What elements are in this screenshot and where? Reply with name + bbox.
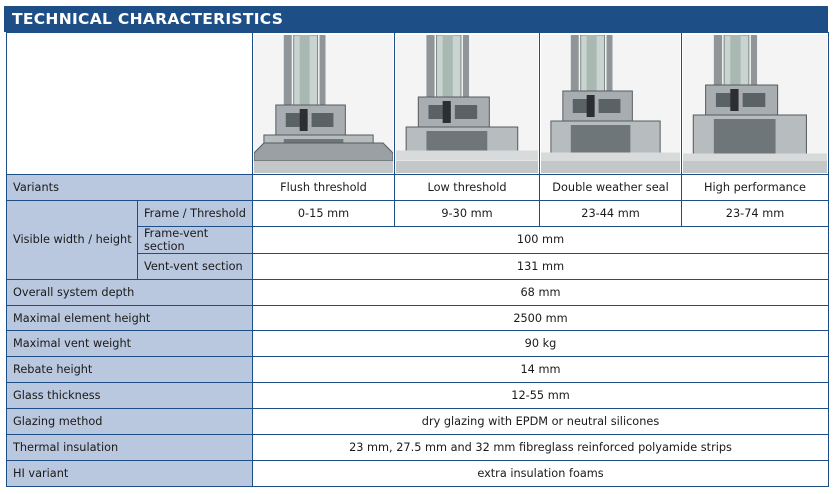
row-label: Glazing method <box>7 409 253 435</box>
image-shadow <box>254 161 393 173</box>
cell-value: 131 mm <box>253 253 829 279</box>
frame-upright <box>751 35 757 93</box>
threshold-chamber <box>426 131 487 153</box>
image-row <box>7 33 829 175</box>
thermal-strip <box>300 109 308 131</box>
frame-upright <box>607 35 613 99</box>
variant-image-cell <box>395 33 540 175</box>
image-shadow <box>683 161 827 173</box>
spec-row <box>7 305 829 331</box>
glass-pane-inner <box>587 35 597 91</box>
section-title: TECHNICAL CHARACTERISTICS <box>4 6 828 32</box>
row-label: Variants <box>7 175 253 201</box>
empty-header-cell <box>7 33 253 175</box>
glass-pane-inner <box>730 35 740 85</box>
spec-row <box>7 460 829 486</box>
variant-name: High performance <box>682 175 829 201</box>
vent-chamber <box>743 93 766 107</box>
frame-upright <box>463 35 469 105</box>
variant-image-cell <box>682 33 829 175</box>
row-sublabel: Vent-vent section <box>138 253 253 279</box>
row-label: Maximal vent weight <box>7 331 253 357</box>
cell-value: 2500 mm <box>253 305 829 331</box>
technical-characteristics-table <box>6 32 829 487</box>
thermal-strip <box>587 95 595 117</box>
cell-value: 9-30 mm <box>395 200 540 226</box>
thermal-strip <box>730 89 738 111</box>
vent-chamber <box>312 113 334 127</box>
variant-image-cell <box>253 33 395 175</box>
vent-chamber <box>455 105 477 119</box>
vent-chamber <box>599 99 621 113</box>
row-sublabel: Frame / Threshold <box>138 200 253 226</box>
variant-name: Double weather seal <box>540 175 682 201</box>
row-label: Glass thickness <box>7 383 253 409</box>
frame-threshold-row <box>7 200 829 226</box>
variant-image-cell <box>540 33 682 175</box>
double-weather-seal-profile-image <box>541 35 680 173</box>
floor-plate <box>396 151 538 161</box>
cell-value: 90 kg <box>253 331 829 357</box>
cell-value: 68 mm <box>253 279 829 305</box>
spec-row <box>7 383 829 409</box>
image-shadow <box>541 161 680 173</box>
row-label: HI variant <box>7 460 253 486</box>
cell-value: 14 mm <box>253 357 829 383</box>
image-shadow <box>396 161 538 173</box>
glass-pane-inner <box>300 35 310 105</box>
spec-row <box>7 279 829 305</box>
row-label: Maximal element height <box>7 305 253 331</box>
glass-pane-inner <box>443 35 453 97</box>
cell-value: 23-74 mm <box>682 200 829 226</box>
variant-name: Low threshold <box>395 175 540 201</box>
floor-plate <box>254 143 393 161</box>
cell-value: 23-44 mm <box>540 200 682 226</box>
variants-row <box>7 175 829 201</box>
flush-threshold-profile-image <box>254 35 393 173</box>
spec-row <box>7 435 829 461</box>
variant-name: Flush threshold <box>253 175 395 201</box>
frame-upright <box>320 35 326 113</box>
spec-row <box>7 331 829 357</box>
cell-value: 0-15 mm <box>253 200 395 226</box>
cell-value: 23 mm, 27.5 mm and 32 mm fibreglass reinforced polyamide strips <box>253 435 829 461</box>
thermal-strip <box>443 101 451 123</box>
row-label: Rebate height <box>7 357 253 383</box>
cell-value: dry glazing with EPDM or neutral silicones <box>253 409 829 435</box>
spec-row <box>7 409 829 435</box>
low-threshold-profile-image <box>396 35 538 173</box>
spec-row <box>7 357 829 383</box>
frame-upright <box>714 35 722 93</box>
frame-upright <box>426 35 434 105</box>
frame-upright <box>284 35 292 113</box>
row-group-label: Visible width / height <box>7 200 138 279</box>
cell-value: 100 mm <box>253 226 829 253</box>
high-performance-profile-image <box>683 35 827 173</box>
cell-value: extra insulation foams <box>253 460 829 486</box>
row-label: Thermal insulation <box>7 435 253 461</box>
cell-value: 12-55 mm <box>253 383 829 409</box>
frame-upright <box>571 35 579 99</box>
row-label: Overall system depth <box>7 279 253 305</box>
row-sublabel: Frame-vent section <box>138 226 253 253</box>
